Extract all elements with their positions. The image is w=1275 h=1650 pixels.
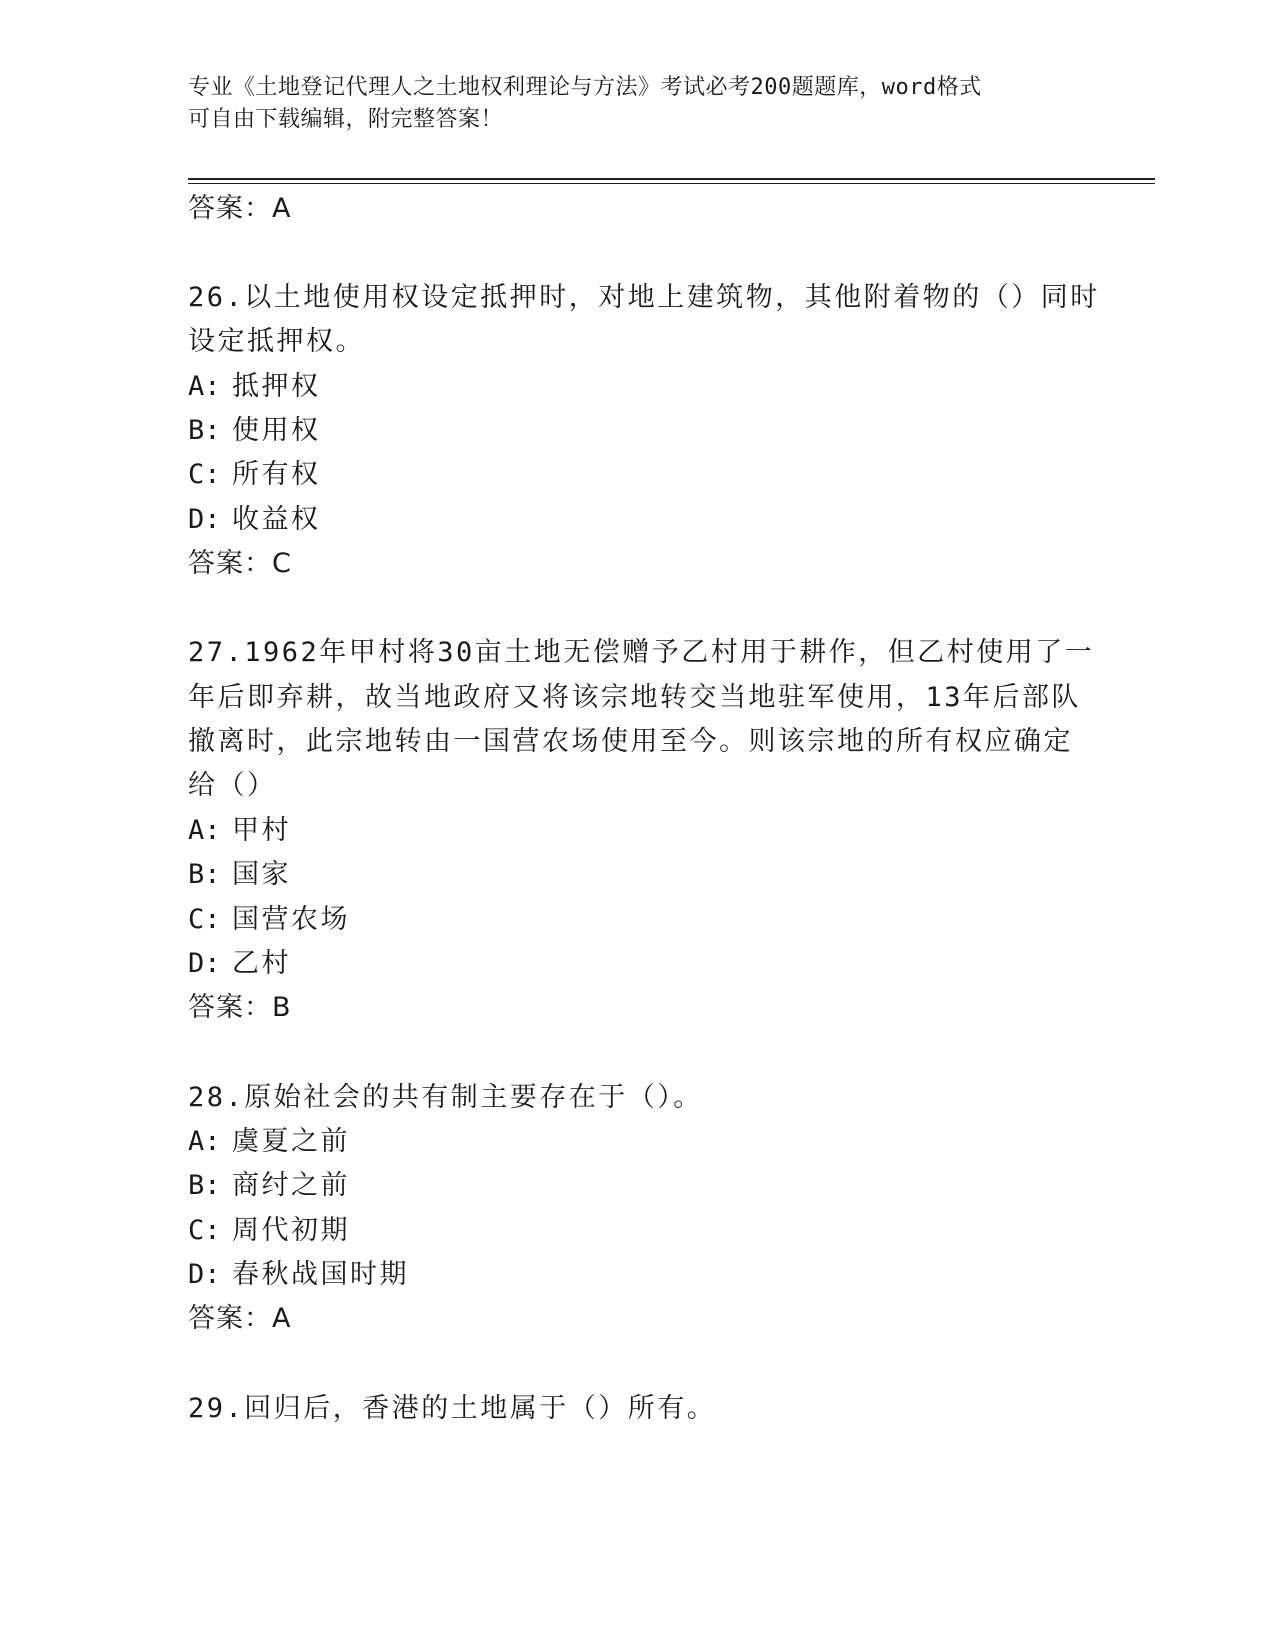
question-26-option-c [188, 460, 321, 490]
option-text: 国营农场 [232, 904, 350, 935]
answer-line: 答案：A [188, 193, 292, 224]
option-key: B: [188, 415, 221, 446]
question-27-text-1: 27.1962年甲村将30亩土地无偿赠予乙村用于耕作，但乙村使用了一 [188, 637, 1095, 668]
option-text: 甲村 [232, 815, 291, 846]
question-26-text-1: 26.以土地使用权设定抵押时，对地上建筑物，其他附着物的（）同时 [188, 282, 1100, 313]
question-27-text-2: 年后即弃耕，故当地政府又将该宗地转交当地驻军使用，13年后部队 [188, 682, 1082, 713]
option-text: 所有权 [232, 459, 321, 490]
question-27-option-a [188, 816, 291, 846]
option-key: B: [188, 1170, 221, 1201]
question-29-text-1: 29.回归后，香港的土地属于（）所有。 [188, 1393, 717, 1424]
option-text: 虞夏之前 [232, 1126, 350, 1157]
option-key: D: [188, 504, 221, 535]
option-text: 收益权 [232, 504, 321, 535]
question-27-option-b [188, 860, 291, 890]
document-header [188, 72, 1088, 136]
option-text: 乙村 [232, 948, 291, 979]
header-divider-thin [188, 183, 1155, 184]
option-key: D: [188, 1259, 221, 1290]
question-26-text-2: 设定抵押权。 [188, 326, 365, 357]
option-key: C: [188, 459, 221, 490]
question-28-option-b [188, 1171, 350, 1201]
question-28-text-1: 28.原始社会的共有制主要存在于（）。 [188, 1082, 703, 1113]
question-27-answer: 答案：B [188, 992, 292, 1023]
question-28-option-a [188, 1127, 350, 1157]
question-26-option-a [188, 372, 321, 402]
option-key: A: [188, 1126, 221, 1157]
option-text: 商纣之前 [232, 1170, 350, 1201]
header-line-1: 专业《土地登记代理人之土地权利理论与方法》考试必考200题题库，word格式 [188, 75, 982, 100]
question-27-option-c [188, 905, 350, 935]
option-key: D: [188, 948, 221, 979]
header-divider [188, 178, 1155, 180]
question-28-option-d [188, 1260, 409, 1290]
question-27-text-3: 撤离时，此宗地转由一国营农场使用至今。则该宗地的所有权应确定 [188, 726, 1073, 757]
question-26-option-b [188, 416, 321, 446]
option-text: 使用权 [232, 415, 321, 446]
question-28-option-c [188, 1216, 350, 1246]
question-26-answer: 答案：C [188, 548, 292, 579]
question-28-answer: 答案：A [188, 1303, 292, 1334]
question-27-option-d [188, 949, 291, 979]
option-text: 春秋战国时期 [232, 1259, 409, 1290]
option-key: B: [188, 859, 221, 890]
option-text: 抵押权 [232, 371, 321, 402]
option-key: A: [188, 371, 221, 402]
header-line-2: 可自由下载编辑，附完整答案！ [188, 107, 504, 132]
question-26-option-d [188, 505, 321, 535]
option-key: C: [188, 1215, 221, 1246]
option-key: A: [188, 815, 221, 846]
option-text: 周代初期 [232, 1215, 350, 1246]
question-27-text-4: 给（） [188, 770, 277, 801]
option-text: 国家 [232, 859, 291, 890]
option-key: C: [188, 904, 221, 935]
